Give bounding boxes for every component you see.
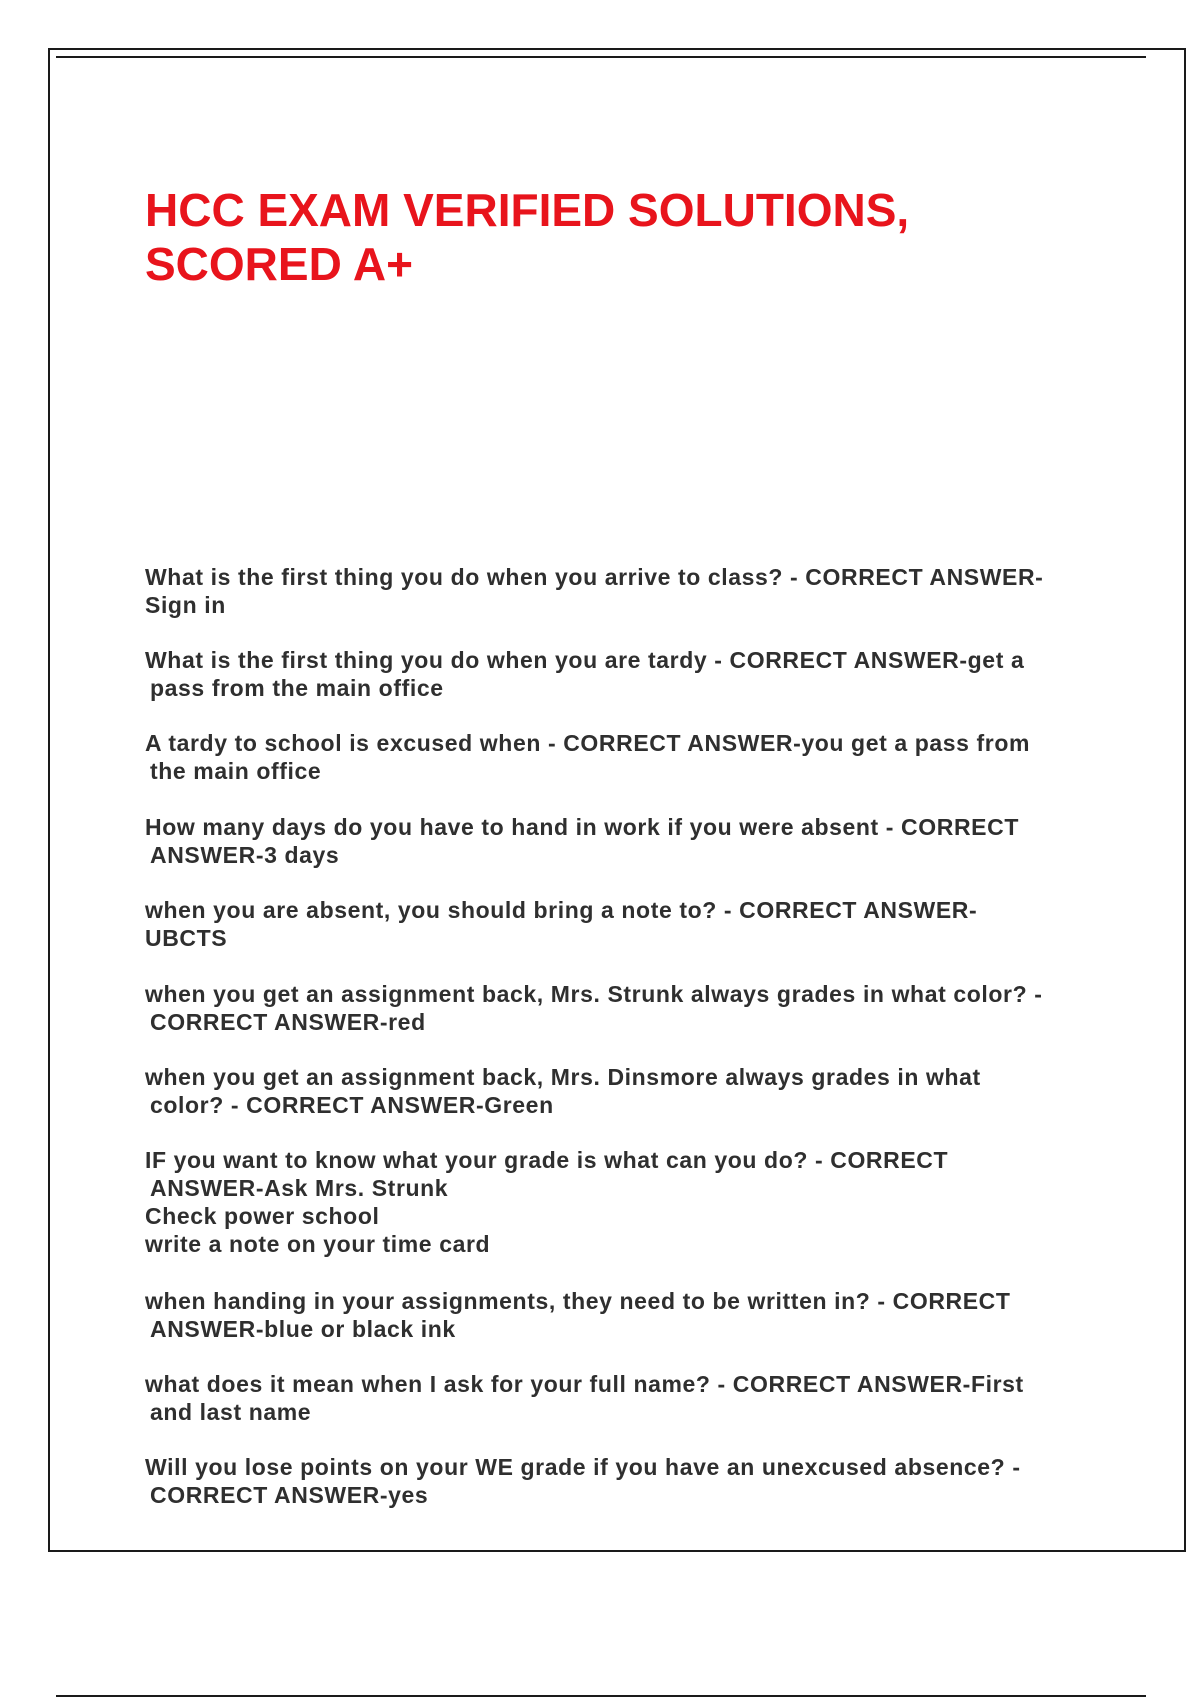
qa-item	[145, 1453, 1095, 1509]
question-line: when you get an assignment back, Mrs. Strunk always grades in what color? -	[145, 981, 1043, 1007]
question-line: A tardy to school is excused when - CORRECT ANSWER-you get a pass from	[145, 730, 1031, 756]
answer-line: UBCTS	[145, 925, 228, 951]
answer-line: the main office	[150, 758, 322, 784]
answer-line: ANSWER-Ask Mrs. Strunk	[150, 1175, 449, 1201]
question-line: What is the first thing you do when you arrive to class? - CORRECT ANSWER-	[145, 564, 1044, 590]
qa-item	[145, 980, 1095, 1036]
qa-item	[145, 1063, 1095, 1119]
qa-item	[145, 646, 1095, 702]
answer-line: Sign in	[145, 592, 226, 618]
qa-item	[145, 563, 1095, 619]
answer-line: write a note on your time card	[145, 1231, 491, 1257]
question-line: Will you lose points on your WE grade if you have an unexcused absence? -	[145, 1454, 1021, 1480]
question-line: IF you want to know what your grade is what can you do? - CORRECT	[145, 1147, 949, 1173]
top-rule	[56, 56, 1146, 58]
question-line: what does it mean when I ask for your full name? - CORRECT ANSWER-First	[145, 1371, 1024, 1397]
bottom-rule	[56, 1695, 1146, 1697]
qa-item	[145, 1287, 1095, 1343]
title-line: SCORED A+	[145, 238, 413, 290]
answer-line: Check power school	[145, 1203, 380, 1229]
question-line: when you get an assignment back, Mrs. Dinsmore always grades in what	[145, 1064, 981, 1090]
answer-line: CORRECT ANSWER-red	[150, 1009, 426, 1035]
question-line: How many days do you have to hand in work if you were absent - CORRECT	[145, 814, 1019, 840]
answer-line: ANSWER-3 days	[150, 842, 340, 868]
question-line: when you are absent, you should bring a note to? - CORRECT ANSWER-	[145, 897, 978, 923]
question-line: when handing in your assignments, they need to be written in? - CORRECT	[145, 1288, 1011, 1314]
answer-line: pass from the main office	[150, 675, 444, 701]
answer-line: CORRECT ANSWER-yes	[150, 1482, 429, 1508]
answer-line: and last name	[150, 1399, 312, 1425]
answer-line: color? - CORRECT ANSWER-Green	[150, 1092, 554, 1118]
qa-item	[145, 896, 1095, 952]
qa-item	[145, 813, 1095, 869]
answer-line: ANSWER-blue or black ink	[150, 1316, 456, 1342]
qa-item	[145, 1146, 1095, 1258]
title-line: HCC EXAM VERIFIED SOLUTIONS,	[145, 184, 910, 236]
document-title	[145, 183, 1045, 291]
qa-item	[145, 729, 1095, 785]
qa-item	[145, 1370, 1095, 1426]
question-line: What is the first thing you do when you are tardy - CORRECT ANSWER-get a	[145, 647, 1025, 673]
